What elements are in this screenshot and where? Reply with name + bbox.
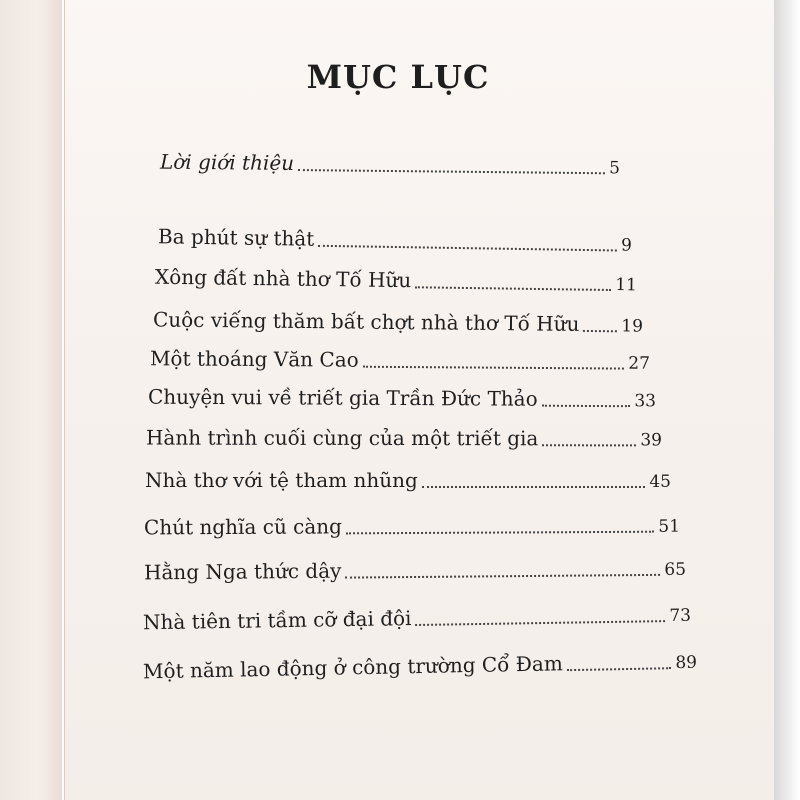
toc-entry-page: 65 [664,559,687,580]
toc-entry [144,513,680,540]
leader-dots [298,169,605,174]
toc-entry [148,385,656,412]
toc-entry-label: Chút nghĩa cũ càng [143,514,343,540]
toc-entry [146,426,662,451]
toc-entry-page: 9 [620,235,633,256]
toc-entry-label: Nhà tiên tri tầm cỡ đại đội [142,606,412,635]
leader-dots [346,531,654,535]
toc-entry [153,307,643,336]
toc-entry-label: Xông đất nhà thơ Tố Hữu [154,264,412,293]
toc-entry [145,468,671,492]
toc-entry-page: 39 [640,430,663,451]
toc-entry-page: 11 [615,275,638,296]
toc-entry-label: Nhà thơ với tệ tham nhũng [145,468,418,492]
toc-entry-label: Ba phút sự thật [157,224,315,251]
toc-entry [144,556,686,585]
leader-dots [542,405,631,407]
toc-entry-label: Hành trình cuối cùng của một triết gia [145,425,539,451]
toc-entry-page: 27 [628,353,651,374]
toc-title: MỤC LỤC [306,58,490,96]
toc-entry [150,346,650,373]
toc-entry-label: Cuộc viếng thăm bất chợt nhà thơ Tố Hữu [152,307,580,336]
toc-entry-label: Chuyện vui về triết gia Trần Đức Thảo [147,384,538,411]
toc-entry-label: Một thoáng Văn Cao [149,346,359,372]
leader-dots [422,486,646,488]
toc-entry-page: 89 [675,652,698,674]
leader-dots [363,366,625,370]
toc-entry-label: Hằng Nga thức dậy [143,558,342,585]
toc-entry-page: 45 [649,472,671,492]
previous-page-edge [0,0,62,800]
toc-entry-label: Lời giới thiệu [159,149,295,175]
leader-dots [583,330,617,332]
leader-dots [345,574,660,579]
toc-entry-page: 51 [658,516,681,537]
toc-entry-page: 73 [669,605,692,627]
leader-dots [567,667,672,671]
leader-dots [542,444,636,446]
toc-entry [160,150,620,179]
toc-entry-label: Một năm lao động ở công trường Cổ Đam [142,651,564,684]
page-edge-shadow [774,0,800,800]
toc-entry-page: 19 [621,316,644,337]
toc-entry-page: 5 [609,158,621,179]
leader-dots [416,620,666,626]
leader-dots [318,245,617,252]
leader-dots [415,286,611,291]
toc-entry-page: 33 [634,391,657,412]
